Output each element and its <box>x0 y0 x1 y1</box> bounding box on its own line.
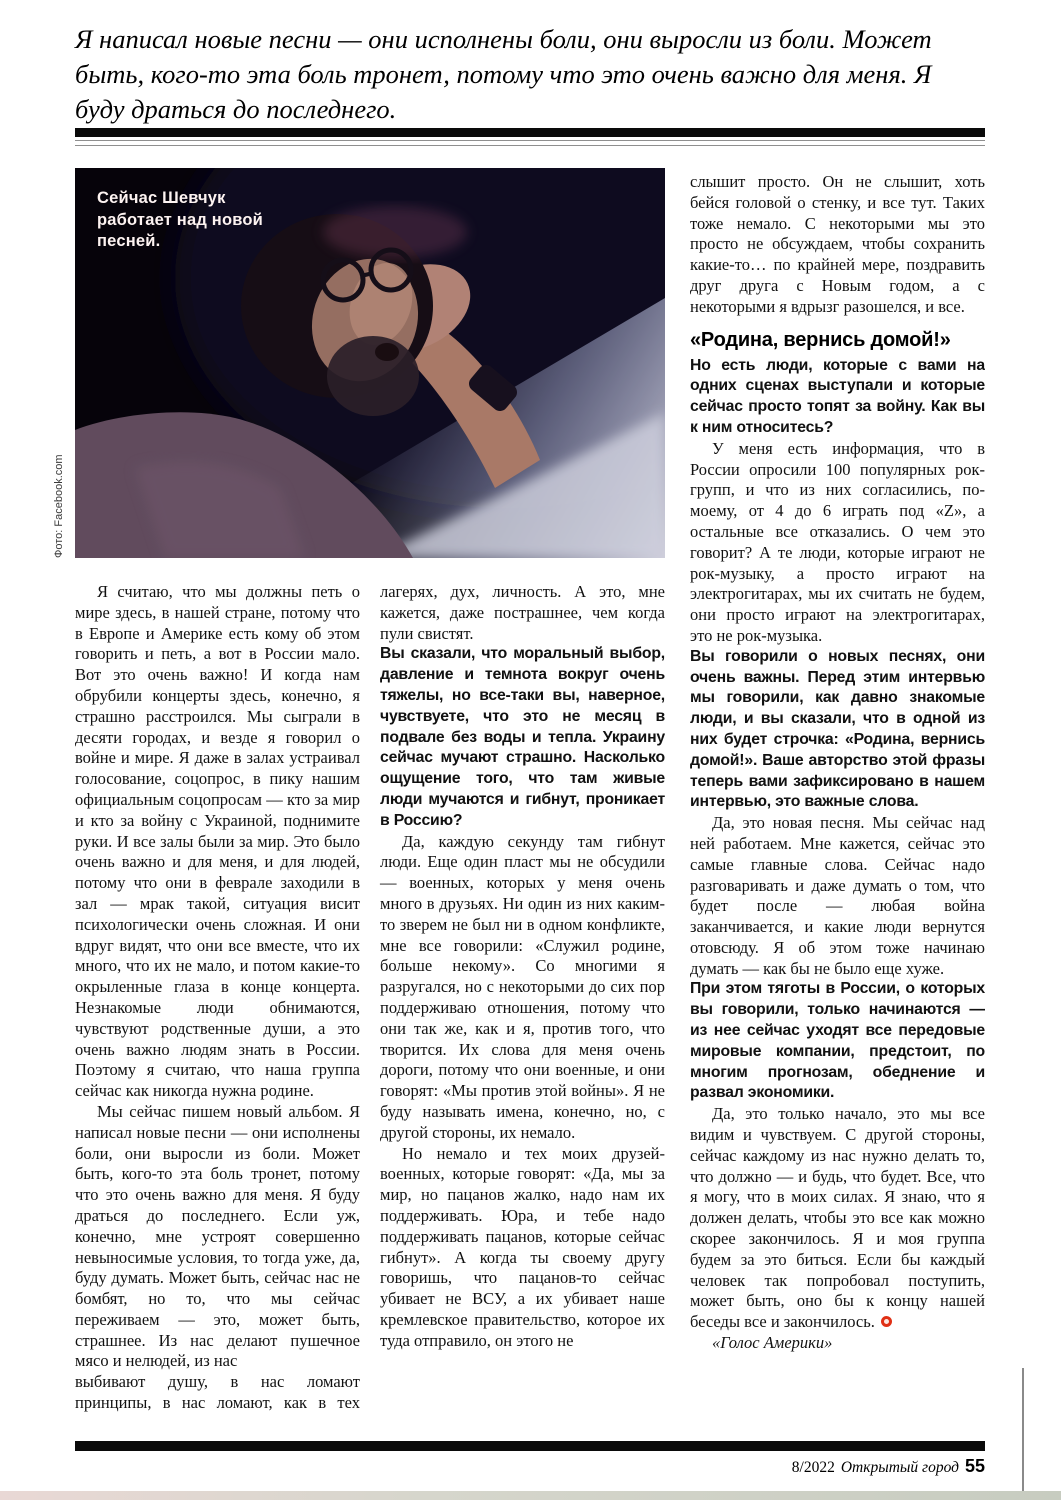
footer-issue: 8/2022 <box>791 1459 835 1476</box>
article-column-3 <box>690 172 985 1387</box>
interview-question: Но есть люди, которые с вами на одних сценах выступали и которые сейчас просто топят за войну. Как вы к ним относитесь? <box>690 356 985 436</box>
source-attribution: «Голос Америки» <box>712 1333 833 1353</box>
paragraph <box>690 1104 985 1333</box>
photo-caption: Сейчас Шевчук работает над новой песней. <box>97 189 263 250</box>
crop-mark <box>1022 1368 1024 1492</box>
paragraph: выбивают душу, в нас ломают принципы, в нас ломают, как в тех лагерях, дух, личность. А это, мне кажется, даже пострашнее, чем когда пули свистят. <box>75 582 665 1413</box>
interview-question: Вы говорили о новых песнях, они очень важны. Перед этим интервью мы говорили, как давно знакомые люди, и вы сказали, что в одной из них будет строчка: «Родина, вернись домой!». Ваше авторство этой фразы теперь вами зафиксировано в нашем интервью, это важные слова. <box>690 647 985 811</box>
paragraph-text: Да, это только начало, это мы все видим и чувствуем. С другой стороны, сейчас каждому из нас нужно делать то, что должно — и будь, что будет. Все, что я могу, что в моих силах. Я знаю, что я должен делать, чтобы это все как можно скорее закончилось. Я и моя группа будем за это биться. Если бы каждый человек так попробовал поступить, может быть, оно бы к концу нашей беседы все и закончилось. <box>690 1104 985 1332</box>
article-columns-1-2 <box>75 582 665 1418</box>
end-mark-icon <box>881 1316 892 1327</box>
interview-question: При этом тяготы в России, о которых вы говорили, только начинаются — из нее сейчас уходят все передовые мировые компании, предстоит, по многим прогнозам, обеднение и развал экономики. <box>690 980 985 1102</box>
paragraph: слышит просто. Он не слышит, хоть бейся головой о стенку, и все тут. Таких тоже немало. С некоторыми мы это просто не обсуждаем, чтобы сохранить какие-то… по крайней мере, поздравить друг друга с Новым годом, а с некоторыми я вдрызг разошелся, и все. <box>690 172 985 316</box>
divider-double-rule <box>75 140 985 146</box>
paragraph: У меня есть информация, что в России опросили 100 популярных рок-групп, и что из них согласились, по-моему, от 4 до 6 играть под «Z», а остальные все отказались. О чем это говорит? А те люди, которые играют не рок-музыку, а просто играют на электрогитарах, мы их считать не будем, они просто играют на электрогитарах, это не рок-музыка. <box>690 438 985 645</box>
paragraph: Да, это новая песня. Мы сейчас над ней работаем. Мне кажется, сейчас это самые главные слова. Сейчас надо разговаривать и даже думать о том, что будет после — любая война заканчивается, и какие люди вернутся отовсюду. Я об этом тоже начинаю думать — как бы не было еще хуже. <box>690 813 985 978</box>
section-heading: «Родина, вернись домой!» <box>690 328 951 351</box>
paragraph: Я считаю, что мы должны петь о мире здесь, в нашей стране, потому что в Европе и Америке есть кому об этом говорить и петь, а вот в России мало. Вот это очень важно! И когда нам обрубили концерты здесь, конечно, я страшно расстроился. Мы сыграли в десяти городах, и везде я говорил о войне и мире. Я даже в залах устраивал голосование, соцопрос, в пику нашим официальным соцопросам — кто за мир и кто за войну с Украиной, поднимите руки. И все залы были за мир. Это было очень важно и для меня, и для людей, потому что они в феврале заходили в зал — мрак такой, ситуация висит психологически очень сложная. И они вдруг видят, что они все вместе, что их много, что их не мало, и потом какие-то окрыленные глаза в конце концерта. Незнакомые люди обнимаются, чувствуют родственные души, а это очень важно людям знать в России. Поэтому я считаю, что наша группа сейчас как никогда нужна родине. <box>75 582 360 1101</box>
footer <box>75 1456 985 1477</box>
footer-page-number: 55 <box>964 1456 985 1476</box>
footer-magazine-title: Открытый город <box>840 1459 959 1476</box>
paragraph: Мы сейчас пишем новый альбом. Я написал новые песни — они исполнены боли, они выросли из боли. Может быть, кого-то эта боль тронет, потому что это очень важно для меня. Я буду драться до последнего. Если уж, конечно, мне устроят совершенно невыносимые условия, то тогда уже, да, буду думать. Может быть, сейчас нас не бомбят, но то, что мы сейчас переживаем — это, может быть, страшнее. Из нас делают пушечное мясо и нелюдей, из нас <box>75 1101 360 1371</box>
paragraph: Да, каждую секунду там гибнут люди. Еще один пласт мы не обсудили — военных, которых у меня очень много в друзьях. Ни один из них каким-то зверем не был ни в одном конфликте, мне все говорили: «Служил родине, больше некому». Со многими я разругался, но с некоторыми до сих пор поддерживаю отношения, потому что они так же, как и я, против того, что творится. Их слова для меня очень дороги, потому что они военные, и они говорят: «Мы против этой войны». Я не буду называть имена, конечно, но, с другой стороны, их немало. <box>380 831 665 1142</box>
concert-photo <box>75 168 665 558</box>
paragraph: Но немало и тех моих друзей-военных, которые говорят: «Да, мы за мир, но пацанов жалко, надо нам их поддерживать. Юра, и тебе надо поддерживать пацанов, которые сейчас гибнут». А когда ты своему другу говоришь, что пацанов-то сейчас убивает не ВСУ, а их убивает наше кремлевское правительство, которое их туда отправило, он этого не <box>380 1143 665 1350</box>
headline-quote: Я написал новые песни — они исполнены боли, они выросли из боли. Может быть, кого-то эта боль тронет, потому что это очень важно для меня. Я буду драться до последнего. <box>75 24 932 124</box>
footer-bar <box>75 1441 985 1451</box>
photo-credit: Фото: Facebook.com <box>53 454 65 558</box>
scan-edge <box>0 1491 1061 1500</box>
divider-thick-bar <box>75 128 985 137</box>
interview-question: Вы сказали, что моральный выбор, давление и темнота вокруг очень тяжелы, но все-таки вы, наверное, чувствуете, что это не месяц в подвале без воды и тепла. Украину сейчас мучают страшно. Насколько ощущение того, что там живые люди мучаются и гибнут, проникает в Россию? <box>380 645 665 829</box>
